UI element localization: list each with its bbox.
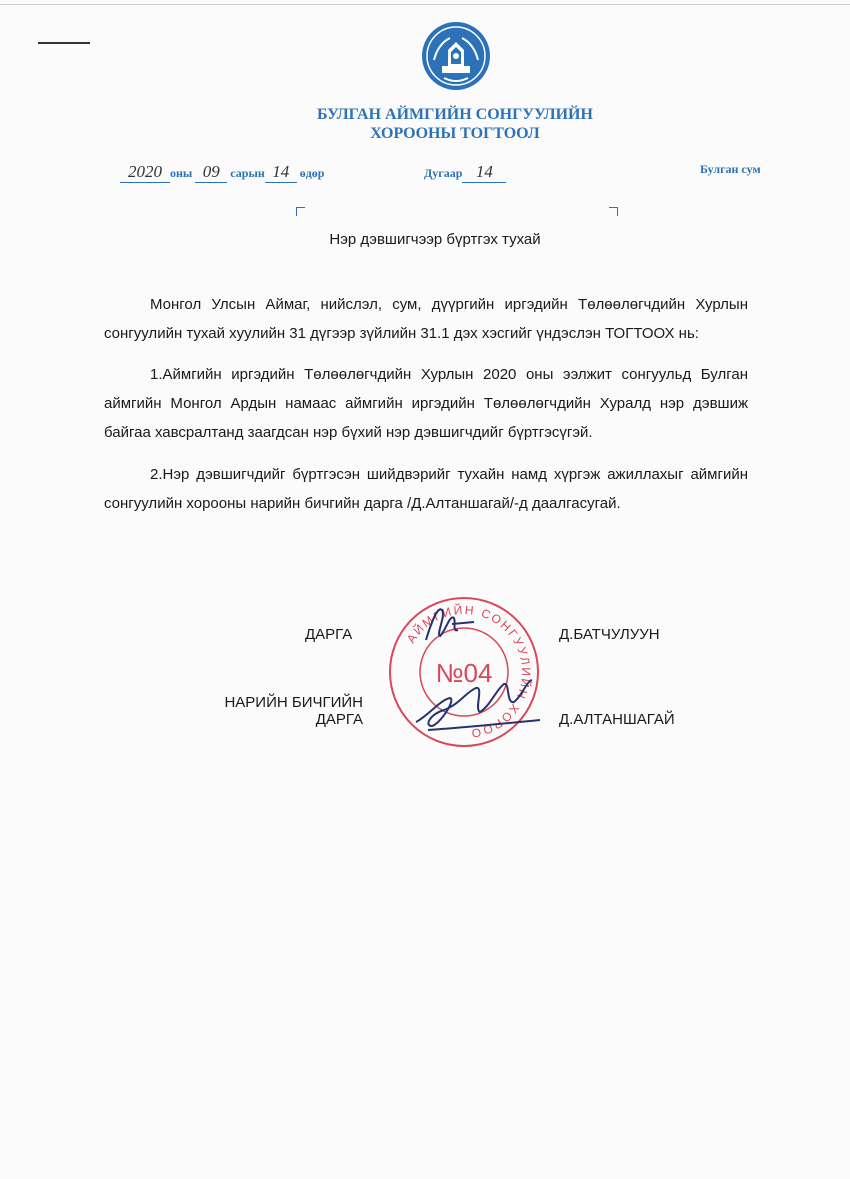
secretary-name: Д.АЛТАНШАГАЙ xyxy=(559,711,675,728)
date-year-suffix: оны xyxy=(170,166,193,180)
stamp-ring-text: АЙМГИЙН СОНГУУЛИЙН ХОРОО xyxy=(403,602,534,741)
chair-name: Д.БАТЧУЛУУН xyxy=(559,626,660,643)
mongolia-state-emblem-icon xyxy=(420,20,492,92)
date-day-suffix: өдөр xyxy=(299,166,325,180)
subject-corner-left xyxy=(296,207,305,216)
item-2-paragraph: 2.Нэр дэвшигчдийг бүртгэсэн шийдвэрийг тухайн намд хүргэж ажиллахыг аймгийн сонгуулийн хорооны нарийн бичгийн дарга /Д.Алтаншагай/-д даалгасугай. xyxy=(104,466,748,512)
date-day: 14 xyxy=(265,162,297,183)
page-edge-line xyxy=(0,4,850,5)
resolution-heading xyxy=(250,105,660,143)
number-field xyxy=(424,162,506,184)
secretary-title-line-2: ДАРГА xyxy=(315,711,363,728)
date-month: 09 xyxy=(195,162,227,183)
heading-line-1: БУЛГАН АЙМГИЙН СОНГУУЛИЙН xyxy=(317,106,593,123)
chair-signature xyxy=(418,600,478,648)
chair-title: ДАРГА xyxy=(305,626,353,643)
date-year: 2020 xyxy=(120,162,170,183)
subject-title: Нэр дэвшигчээр бүртгэх тухай xyxy=(329,231,541,248)
item-1-paragraph: 1.Аймгийн иргэдийн Төлөөлөгчдийн Хурлын 2020 оны ээлжит сонгуульд Булган аймгийн Монгол Ардын намаас аймгийн иргэдийн Төлөөлөгчдийн Хуралд нэр дэвшиж байгаа хавсралтанд заагдсан нэр бүхий нэр дэвшигчдийг бүртгэсүгэй. xyxy=(104,366,748,441)
location: Булган сум xyxy=(700,162,761,176)
secretary-title-line-1: НАРИЙН БИЧГИЙН xyxy=(224,694,363,711)
preamble-paragraph: Монгол Улсын Аймаг, нийслэл, сум, дүүргийн иргэдийн Төлөөлөгчдийн Хурлын сонгуулийн тухай хуулийн 31 дүгээр зүйлийн 31.1 дэх хэсгийг үндэслэн ТОГТООХ нь: xyxy=(104,296,748,342)
number-label: Дугаар xyxy=(424,166,463,180)
subject-corner-right xyxy=(609,207,618,216)
resolution-number: 14 xyxy=(462,162,506,183)
heading-line-2: ХОРООНЫ ТОГТООЛ xyxy=(370,125,540,142)
secretary-signature xyxy=(410,670,550,740)
date-month-suffix: сарын xyxy=(230,166,265,180)
stamp-number: №04 xyxy=(435,658,493,688)
date-field xyxy=(120,162,324,184)
margin-dash-mark xyxy=(38,42,90,44)
